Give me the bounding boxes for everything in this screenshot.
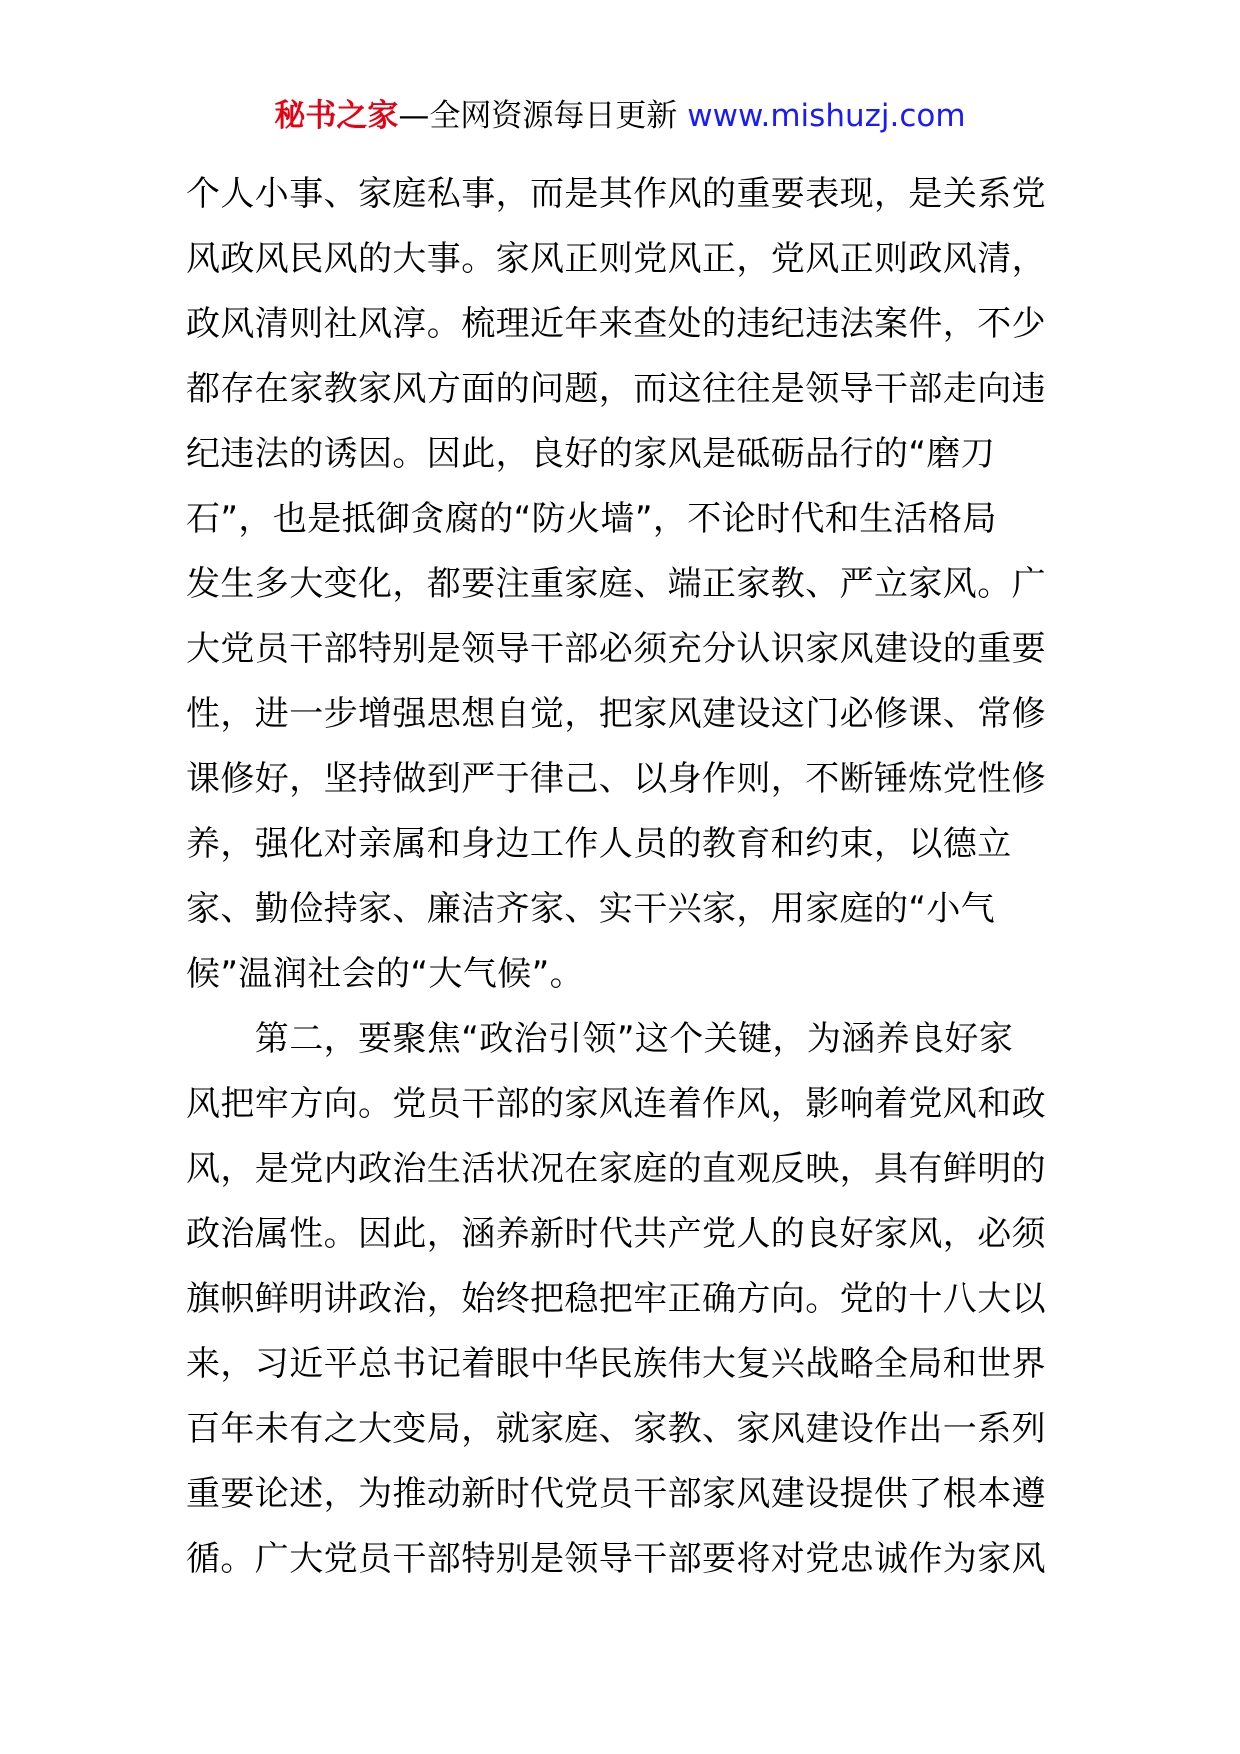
- header-slogan: —全网资源每日更新: [398, 98, 678, 134]
- text-line: 性，进一步增强思想自觉，把家风建设这门必修课、常修: [186, 694, 1046, 734]
- site-header: [0, 96, 1240, 136]
- text-line: 风，是党内政治生活状况在家庭的直观反映，具有鲜明的: [186, 1149, 1046, 1189]
- text-line: 都存在家教家风方面的问题，而这往往是领导干部走向违: [186, 369, 1046, 409]
- site-url-link[interactable]: www.mishuzj.com: [687, 98, 966, 134]
- text-line: 百年未有之大变局，就家庭、家教、家风建设作出一系列: [186, 1409, 1046, 1449]
- text-line: 旗帜鲜明讲政治，始终把稳把牢正确方向。党的十八大以: [186, 1279, 1046, 1319]
- text-line: 风政风民风的大事。家风正则党风正，党风正则政风清，: [186, 239, 1046, 279]
- text-line: 养，强化对亲属和身边工作人员的教育和约束，以德立: [186, 824, 1012, 864]
- text-line: 重要论述，为推动新时代党员干部家风建设提供了根本遵: [186, 1474, 1046, 1514]
- paragraph-heading-line: 第二，要聚焦“政治引领”这个关键，为涵养良好家: [186, 1019, 1014, 1059]
- text-line: 政风清则社风淳。梳理近年来查处的违纪违法案件，不少: [186, 304, 1046, 344]
- text-line: 循。广大党员干部特别是领导干部要将对党忠诚作为家风: [186, 1539, 1046, 1579]
- text-line: 来，习近平总书记着眼中华民族伟大复兴战略全局和世界: [186, 1344, 1046, 1384]
- text-line: 候”温润社会的“大气候”。: [186, 954, 585, 994]
- text-line: 发生多大变化，都要注重家庭、端正家教、严立家风。广: [186, 564, 1046, 604]
- text-line: 大党员干部特别是领导干部必须充分认识家风建设的重要: [186, 629, 1046, 669]
- text-line: 纪违法的诱因。因此，良好的家风是砥砺品行的“磨刀: [186, 434, 996, 474]
- text-line: 家、勤俭持家、廉洁齐家、实干兴家，用家庭的“小气: [186, 889, 996, 929]
- brand-name: 秘书之家: [274, 98, 399, 134]
- text-line: 风把牢方向。党员干部的家风连着作风，影响着党风和政: [186, 1084, 1046, 1124]
- text-line: 课修好，坚持做到严于律己、以身作则，不断锤炼党性修: [186, 759, 1046, 799]
- document-body: [186, 162, 1066, 1592]
- text-line: 石”，也是抵御贪腐的“防火墙”，不论时代和生活格局: [186, 499, 997, 539]
- text-line: 个人小事、家庭私事，而是其作风的重要表现，是关系党: [186, 174, 1046, 214]
- text-line: 政治属性。因此，涵养新时代共产党人的良好家风，必须: [186, 1214, 1046, 1254]
